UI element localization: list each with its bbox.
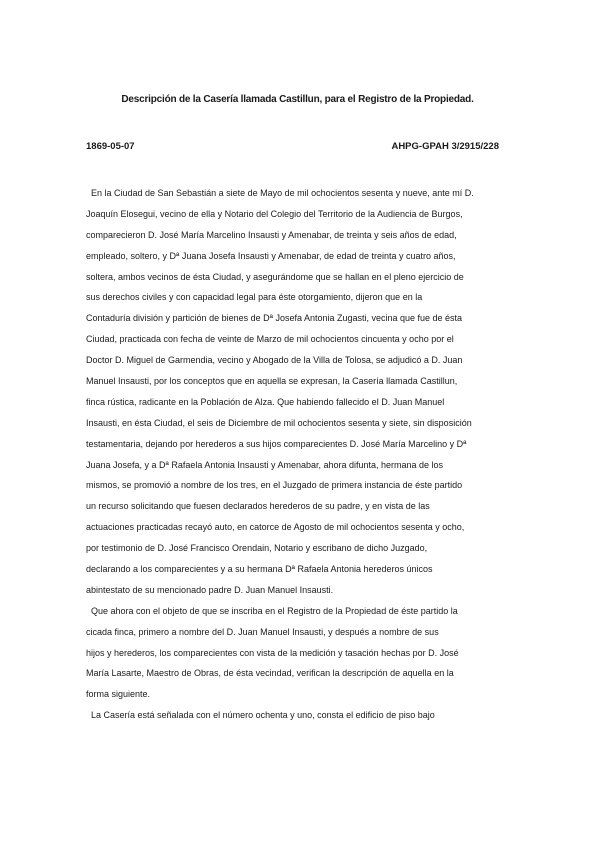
document-body	[86, 183, 516, 726]
body-line: Que ahora con el objeto de que se inscriba en el Registro de la Propiedad de éste partido la	[86, 605, 458, 616]
body-line: por testimonio de D. José Francisco Orendain, Notario y escribano de dicho Juzgado,	[86, 543, 428, 554]
body-line: Manuel Insausti, por los conceptos que en aquella se expresan, la Casería llamada Castillun,	[86, 376, 458, 387]
document-date: 1869-05-07	[86, 141, 135, 152]
body-line: hijos y herederos, los comparecientes con vista de la medición y tasación hechas por D. José	[86, 647, 459, 658]
body-line: soltera, ambos vecinos de ésta Ciudad, y asegurándome que se hallan en el pleno ejercicio de	[86, 271, 464, 282]
body-line: finca rústica, radicante en la Población de Alza. Que habiendo fallecido el D. Juan Manuel	[86, 396, 445, 407]
body-line: En la Ciudad de San Sebastián a siete de Mayo de mil ochocientos sesenta y nueve, ante mí D.	[86, 188, 474, 198]
body-line: mismos, se promovió a nombre de los tres, en el Juzgado de primera instancia de éste partido	[86, 480, 463, 491]
body-line: Insausti, en ésta Ciudad, el seis de Diciembre de mil ochocientos sesenta y siete, sin disposición	[86, 417, 472, 428]
body-line: Doctor D. Miguel de Garmendia, vecino y Abogado de la Villa de Tolosa, se adjudicó a D. Juan	[86, 355, 463, 366]
body-line: declarando a los comparecientes y a su hermana Dª Rafaela Antonia herederos únicos	[86, 564, 433, 575]
archive-reference: AHPG-GPAH 3/2915/228	[391, 141, 499, 152]
body-line: Joaquín Elosegui, vecino de ella y Notario del Colegio del Territorio de la Audiencia de Burgos,	[86, 208, 463, 219]
body-line: Contaduría división y partición de bienes de Dª Josefa Antonia Zugasti, vecina que fue de ésta	[86, 313, 463, 324]
body-line: testamentaria, dejando por herederos a sus hijos comparecientes D. José María Marcelino y Dª	[86, 438, 467, 449]
body-line: empleado, soltero, y Dª Juana Josefa Insausti y Amenabar, de edad de treinta y cuatro años,	[86, 250, 456, 261]
body-line: María Lasarte, Maestro de Obras, de ésta vecindad, verifican la descripción de aquella en la	[86, 668, 454, 679]
body-line: comparecieron D. José María Marcelino Insausti y Amenabar, de treinta y seis años de edad,	[86, 229, 457, 240]
body-line: sus derechos civiles y con capacidad legal para éste otorgamiento, dijeron que en la	[86, 292, 423, 303]
body-line: La Casería está señalada con el número ochenta y uno, consta el edificio de piso bajo	[86, 710, 435, 721]
body-line: actuaciones practicadas recayó auto, en catorce de Agosto de mil ochocientos sesenta y ocho,	[86, 522, 465, 533]
body-line: abintestato de su mencionado padre D. Juan Manuel Insausti.	[86, 584, 334, 595]
body-line: cicada finca, primero a nombre del D. Juan Manuel Insausti, y después a nombre de sus	[86, 626, 439, 637]
body-line: un recurso solicitando que fuesen declarados herederos de su padre, y en vista de las	[86, 501, 430, 512]
body-line: Ciudad, practicada con fecha de veinte de Marzo de mil ochocientos cincuenta y ocho por el	[86, 334, 454, 345]
document-title: Descripción de la Casería llamada Castillun, para el Registro de la Propiedad.	[121, 94, 474, 105]
body-line: Juana Josefa, y a Dª Rafaela Antonia Insausti y Amenabar, ahora difunta, hermana de los	[86, 459, 444, 470]
body-line: forma siguiente.	[86, 689, 151, 700]
